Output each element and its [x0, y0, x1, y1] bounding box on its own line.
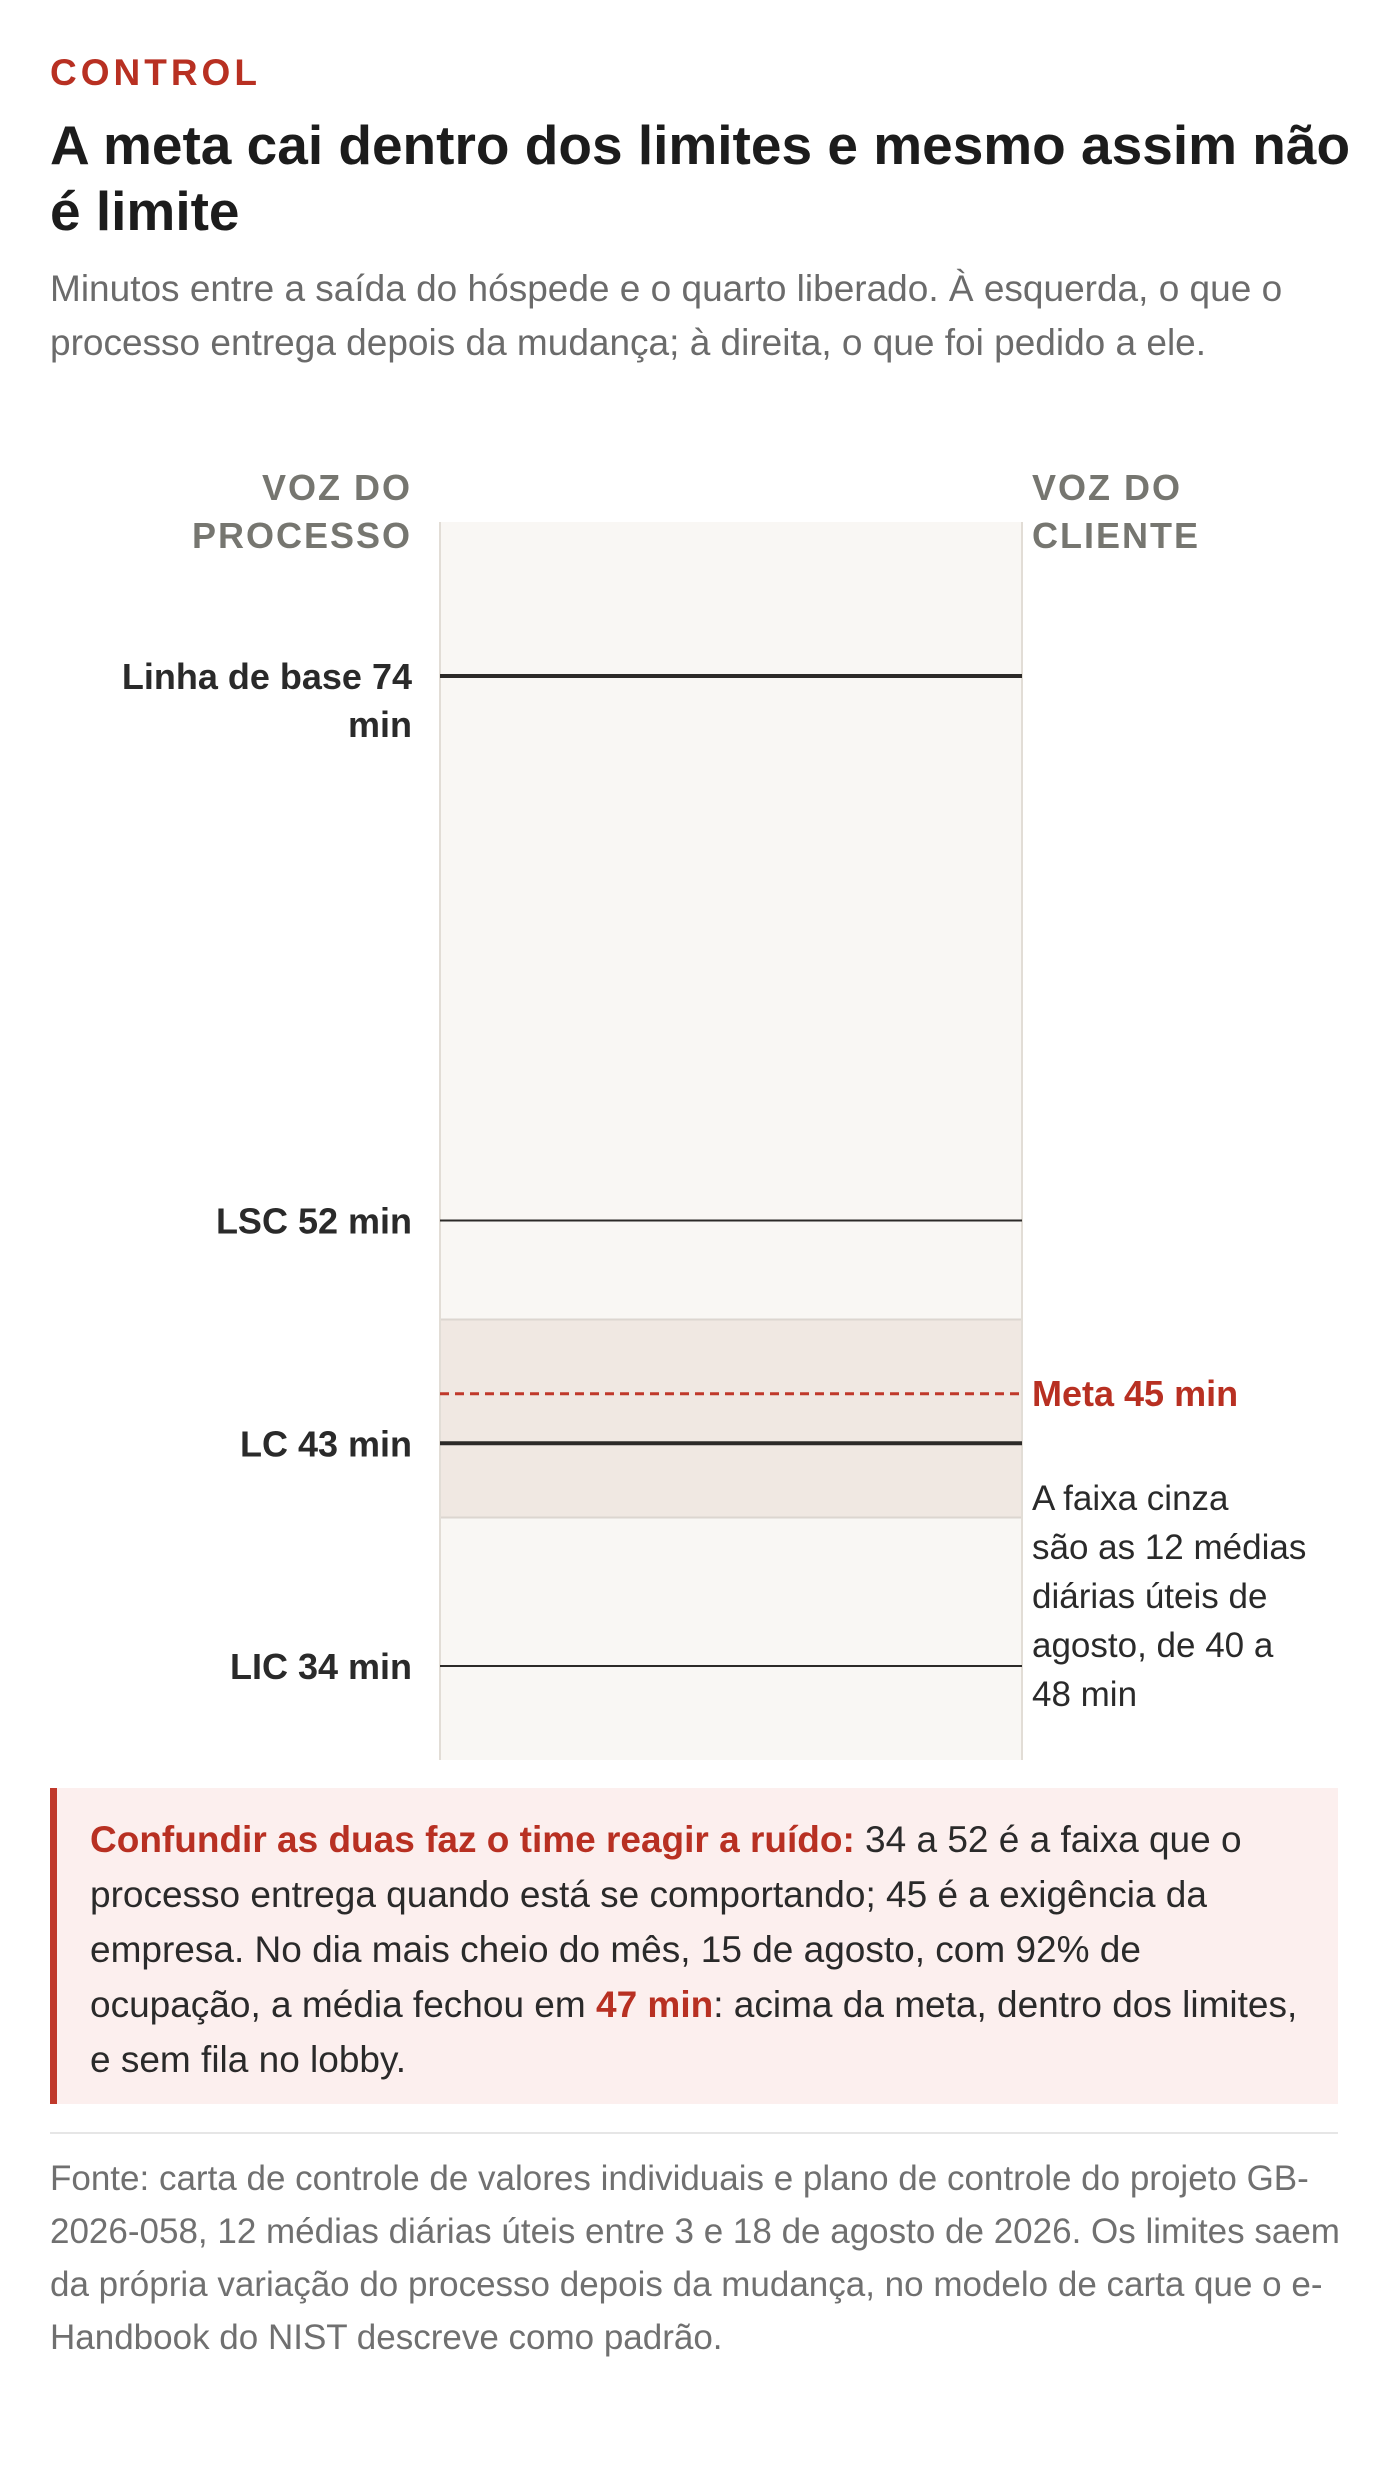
process-line-label-1: LSC 52 min — [215, 1200, 412, 1242]
callout-text-2: : acima da meta, dentro dos limites, e sem fila no lobby. — [90, 1984, 1298, 2080]
band-note-group — [1032, 1479, 1306, 1714]
source-note: Fonte: carta de controle de valores individuais e plano de controle do projeto GB-2026-058, 12 médias diárias úteis entre 3 e 18 de agosto de 2026. Os limites saem da própria variação do processo depois da mudança, no modelo de carta que o e-Handbook do NIST descreve como padrão. — [50, 2159, 1340, 2357]
callout-text-1: 34 a 52 é a faixa que o processo entrega quando está se comportando; 45 é a exigência da empresa. No dia mais cheio do mês, 15 de agosto, com 92% de ocupação, a média fechou em — [90, 1819, 1242, 2025]
callout-lead: Confundir as duas faz o time reagir a ruído: — [90, 1819, 855, 1860]
kicker: CONTROL — [50, 52, 261, 93]
process-line-label-2: LC 43 min — [239, 1423, 412, 1465]
column-header-client: VOZ DO CLIENTE — [1032, 467, 1201, 556]
callout-box — [50, 1788, 1338, 2104]
target-label: Meta 45 min — [1032, 1372, 1239, 1414]
process-line-label-3: LIC 34 min — [229, 1646, 412, 1687]
august-band — [440, 1320, 1022, 1518]
column-header-process: VOZ DO PROCESSO — [191, 467, 412, 556]
page-title: A meta cai dentro dos limites e mesmo assim não é limite — [50, 114, 1351, 242]
divider — [50, 2132, 1338, 2134]
band-note: A faixa cinza são as 12 médias diárias úteis de agosto, de 40 a 48 min — [1032, 1479, 1307, 1714]
callout-highlight: 47 min — [596, 1984, 714, 2025]
page-subtitle: Minutos entre a saída do hóspede e o quarto liberado. À esquerda, o que o processo entrega depois da mudança; à direita, o que foi pedido a ele. — [50, 268, 1283, 363]
process-line-label-0: Linha de base 74 min — [121, 656, 412, 745]
chart-panel — [440, 522, 1022, 1760]
